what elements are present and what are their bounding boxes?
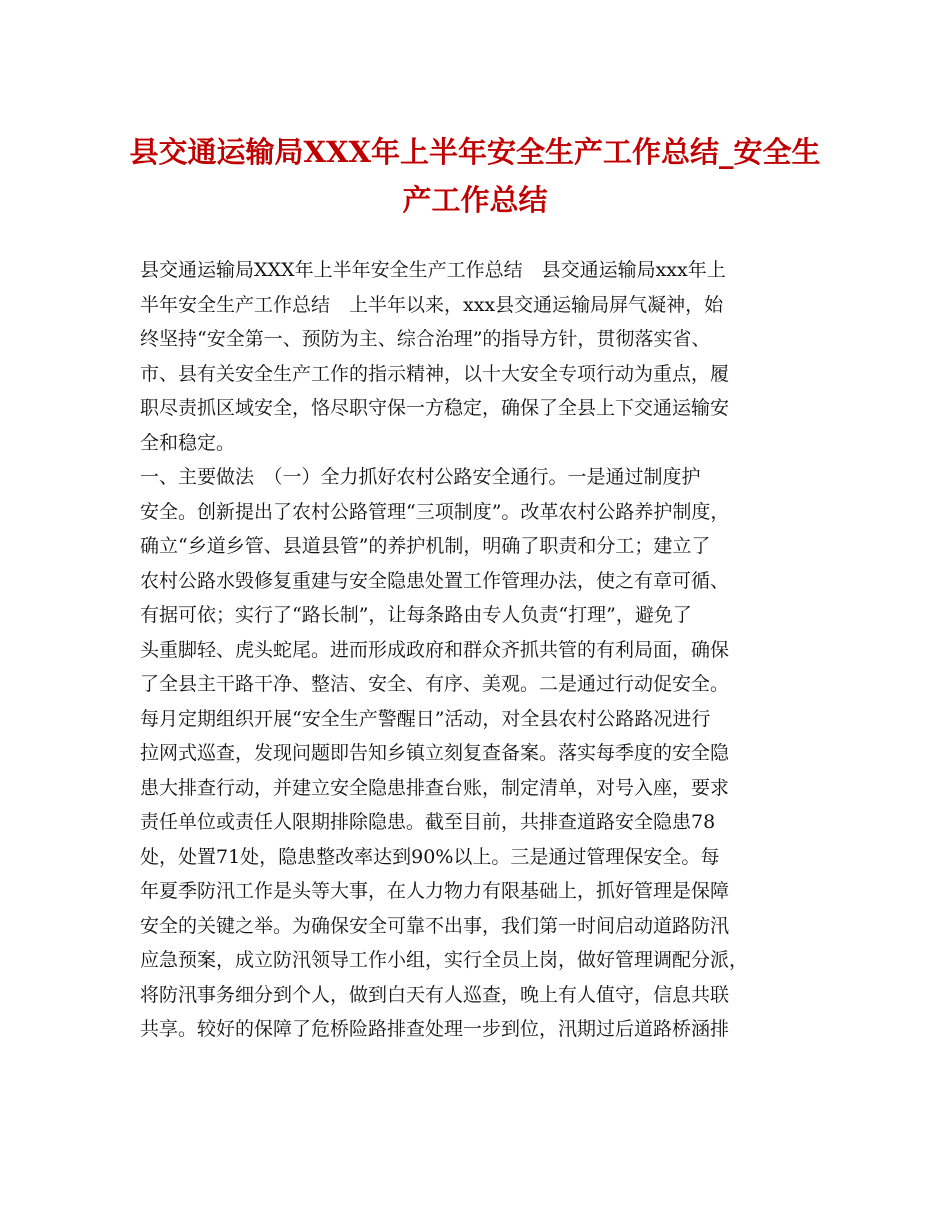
body-line: 一、主要做法 （一）全力抓好农村公路安全通行。一是通过制度护 xyxy=(140,466,701,488)
body-line: 安全。创新提出了农村公路管理“三项制度”。改革农村公路养护制度， xyxy=(140,500,730,523)
body-line: 有据可依；实行了“路长制”，让每条路由专人负责“打理”，避免了 xyxy=(140,604,692,626)
body-line: 头重脚轻、虎头蛇尾。进而形成政府和群众齐抓共管的有利局面，确保 xyxy=(140,638,730,661)
title-line: 产工作总结 xyxy=(402,183,548,217)
body-line: 患大排查行动，并建立安全隐患排查台账，制定清单，对号入座，要求 xyxy=(140,776,730,799)
body-line: 了全县主干路干净、整洁、安全、有序、美观。二是通过行动促安全。 xyxy=(140,673,730,695)
body-line: 安全的关键之举。为确保安全可靠不出事，我们第一时间启动道路防汛 xyxy=(140,914,730,937)
body-line: 半年安全生产工作总结 上半年以来，xxx县交通运输局屏气凝神，始 xyxy=(140,293,724,316)
body-line: 职尽责抓区域安全，恪尽职守保一方稳定，确保了全县上下交通运输安 xyxy=(140,397,730,419)
body-line: 共享。较好的保障了危桥险路排查处理一步到位，汛期过后道路桥涵排 xyxy=(140,1018,730,1040)
body-line: 市、县有关安全生产工作的指示精神，以十大安全专项行动为重点，履 xyxy=(140,362,730,385)
body-line: 每月定期组织开展“安全生产警醒日”活动，对全县农村公路路况进行 xyxy=(140,707,711,730)
body-line: 全和稳定。 xyxy=(140,431,236,454)
title-line: 县交通运输局XXX年上半年安全生产工作总结_安全生 xyxy=(129,135,821,169)
body-line: 拉网式巡查，发现问题即告知乡镇立刻复查备案。落实每季度的安全隐 xyxy=(140,742,730,764)
body-line: 县交通运输局XXX年上半年安全生产工作总结 县交通运输局xxx年上 xyxy=(140,259,726,281)
document-title xyxy=(120,128,830,224)
body-line: 终坚持“安全第一、预防为主、综合治理”的指导方针，贯彻落实省、 xyxy=(140,328,711,350)
body-line: 年夏季防汛工作是头等大事，在人力物力有限基础上，抓好管理是保障 xyxy=(140,880,730,902)
body-line: 将防汛事务细分到个人，做到白天有人巡查，晚上有人值守，信息共联 xyxy=(140,983,730,1006)
body-line: 农村公路水毁修复重建与安全隐患处置工作管理办法，使之有章可循、 xyxy=(140,569,730,592)
body-line: 处，处置71处，隐患整改率达到90%以上。三是通过管理保安全。每 xyxy=(140,845,720,868)
body-line: 应急预案，成立防汛领导工作小组，实行全员上岗，做好管理调配分派， xyxy=(140,949,749,971)
document-body xyxy=(140,253,812,1047)
body-line: 责任单位或责任人限期排除隐患。截至目前，共排查道路安全隐患78 xyxy=(140,811,716,833)
body-line: 确立“乡道乡管、县道县管”的养护机制，明确了职责和分工；建立了 xyxy=(140,535,711,557)
